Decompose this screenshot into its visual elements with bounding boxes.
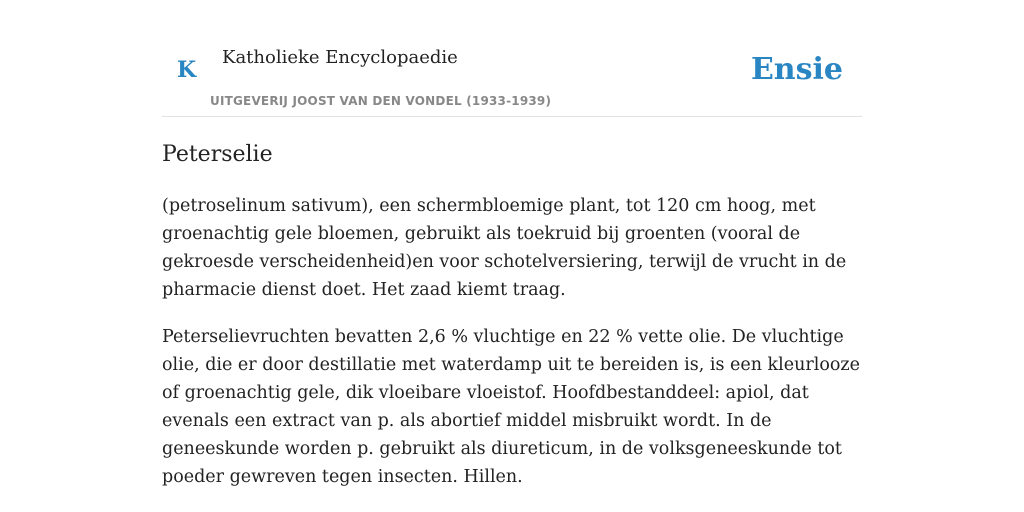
encyclopedia-logo[interactable]: K — [177, 57, 197, 83]
entry-paragraph: Peterselievruchten bevatten 2,6 % vluchtige en 22 % vette olie. De vluchtige olie, die er door destillatie met waterdamp uit te bereiden is, is een kleurlooze of groenachtig gele, dik vloeibare vloeistof. Hoofdbestanddeel: apiol, dat evenals een extract van p. als abortief middel misbruikt wordt. In de geneeskunde worden p. gebruikt als diureticum, in de volksgeneeskunde tot poeder gewreven tegen insecten. Hillen. — [162, 327, 860, 487]
entry-title: Peterselie — [162, 142, 273, 167]
publication-title[interactable]: Katholieke Encyclopaedie — [222, 47, 458, 68]
entry-body — [162, 192, 862, 510]
header — [162, 0, 862, 117]
ensie-logo-link[interactable]: Ensie — [750, 52, 843, 87]
entry-paragraph: (petroselinum sativum), een schermbloemige plant, tot 120 cm hoog, met groenachtig gele bloemen, gebruikt als toekruid bij groenten (vooral de gekroesde verscheidenheid)en voor schotelversiering, terwijl de vrucht in de pharmacie dienst doet. Het zaad kiemt traag. — [162, 196, 847, 300]
publisher-subtitle: UITGEVERIJ JOOST VAN DEN VONDEL (1933-1939) — [210, 94, 552, 108]
page — [162, 0, 862, 512]
